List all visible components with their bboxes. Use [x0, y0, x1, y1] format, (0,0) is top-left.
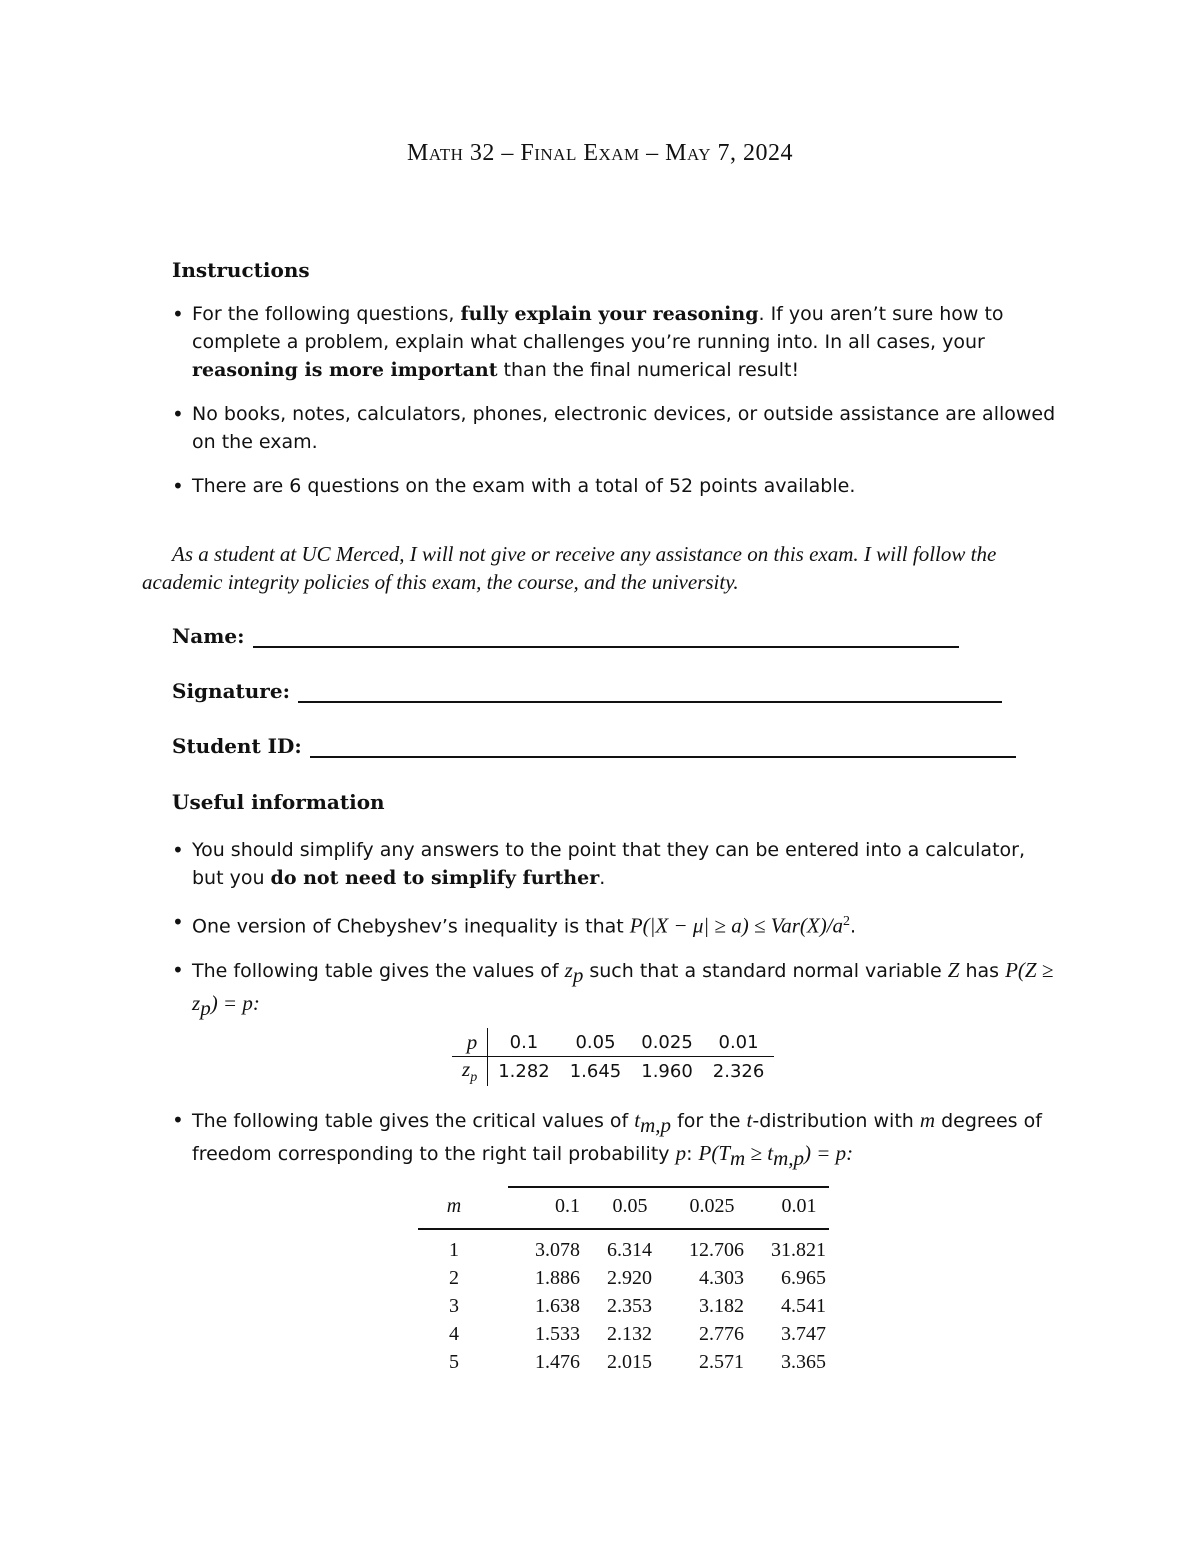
z-table-cell: 2.326: [712, 1061, 765, 1083]
math-var: p: [675, 1140, 687, 1165]
math-var: t: [634, 1108, 641, 1132]
t-table-cell: 2.015: [607, 1350, 652, 1373]
text: degrees of freedom corresponding to the right tail probability: [192, 1110, 1042, 1165]
t-table-cell: 4.541: [781, 1294, 826, 1317]
t-table-cell: 1.638: [535, 1294, 580, 1317]
z-table-cell: 1.282: [498, 1061, 550, 1083]
list-item: [172, 1106, 1062, 1172]
student-id-field-row: [172, 734, 1016, 758]
instructions-heading: Instructions: [172, 258, 310, 282]
t-table: [418, 1236, 832, 1376]
t-table-row: [418, 1292, 832, 1320]
t-table-cell: 4.303: [699, 1266, 744, 1289]
bold-text: reasoning is more important: [192, 359, 498, 381]
math-sub: p: [572, 963, 584, 988]
math-var: t: [746, 1108, 753, 1132]
text: such that a standard normal variable: [583, 960, 948, 983]
signature-field[interactable]: [298, 681, 1002, 703]
t-table-header-cell: 0.1: [555, 1194, 580, 1217]
t-table-cell: 2.920: [607, 1266, 652, 1289]
math-expr: P(T: [698, 1140, 731, 1165]
t-table-cell: 2.132: [607, 1322, 652, 1345]
text: :: [686, 1142, 699, 1165]
t-table-cell: 6.965: [781, 1266, 826, 1289]
signature-label: Signature:: [172, 679, 290, 703]
t-table-header-cell: 0.025: [689, 1194, 735, 1217]
z-table-z-label: [452, 1057, 488, 1087]
z-table-cell: 1.645: [569, 1061, 622, 1083]
t-table-m-cell: 3: [449, 1294, 459, 1317]
t-table-cell: 1.533: [535, 1322, 580, 1345]
list-item: [172, 472, 1062, 500]
text: for the: [671, 1110, 747, 1132]
list-item: [172, 956, 1062, 1022]
t-table-cell: 31.821: [771, 1238, 826, 1261]
t-table-cell: 3.182: [699, 1294, 744, 1317]
math-var: z: [462, 1057, 471, 1081]
chebyshev-formula: P(|X − μ| ≥ a) ≤ Var(X)/a: [629, 913, 844, 938]
bold-text: do not need to simplify further: [270, 867, 600, 889]
math-sub: p: [200, 995, 211, 1020]
name-field-row: [172, 624, 959, 648]
t-table-cell: 1.886: [535, 1266, 580, 1289]
z-table: [452, 1028, 774, 1086]
signature-field-row: [172, 679, 1002, 703]
t-table-header-cell: 0.05: [612, 1194, 648, 1217]
text: . If you aren’t sure how to complete a problem, explain what challenges you’re running into. In all cases, your: [192, 303, 1004, 353]
instructions-list: [172, 300, 1062, 516]
t-table-m-cell: 4: [449, 1322, 459, 1345]
list-item: [172, 300, 1062, 384]
z-table-cell: 0.1: [488, 1028, 560, 1057]
text: than the final numerical result!: [497, 359, 800, 381]
integrity-pledge: As a student at UC Merced, I will not give or receive any assistance on this exam. I will follow the academic integrity policies of this exam, the course, and the university.: [142, 542, 997, 594]
t-table-header-cell: 0.01: [781, 1194, 817, 1217]
text: There are 6 questions on the exam with a total of 52 points available.: [192, 475, 856, 497]
list-item: [172, 400, 1062, 456]
text: No books, notes, calculators, phones, electronic devices, or outside assistance are allowed on the exam.: [192, 403, 1056, 453]
t-table-cell: 2.353: [607, 1294, 652, 1317]
t-table-cell: 3.747: [781, 1322, 826, 1345]
name-label: Name:: [172, 624, 245, 648]
t-table-cell: 3.365: [781, 1350, 826, 1373]
text: For the following questions,: [192, 303, 461, 325]
text: .: [599, 867, 606, 889]
math-sub: p: [470, 1070, 478, 1086]
useful-info-heading: Useful information: [172, 790, 385, 814]
t-table-top-rule: [508, 1186, 829, 1188]
math-sub: m,p: [640, 1112, 672, 1137]
z-table-p-label: p: [452, 1028, 488, 1057]
math-expr: ) = p:: [210, 991, 260, 1016]
math-expr: P(Z ≥ z: [192, 958, 1054, 1016]
bold-text: fully explain your reasoning: [460, 303, 759, 325]
t-table-row: [418, 1264, 832, 1292]
z-table-cell: 0.05: [560, 1028, 632, 1057]
text: One version of Chebyshev’s inequality is that: [192, 915, 630, 938]
page-title: Math 32 – Final Exam – May 7, 2024: [406, 140, 793, 166]
text: .: [850, 915, 857, 938]
useful-list-b: [172, 1106, 1062, 1188]
name-field[interactable]: [253, 626, 959, 648]
text: has: [959, 960, 1006, 983]
t-table-cell: 3.078: [535, 1238, 580, 1261]
t-table-row: [418, 1320, 832, 1348]
t-table-m-cell: 5: [449, 1350, 459, 1373]
math-sub: m: [730, 1145, 746, 1170]
text: -distribution with: [752, 1110, 920, 1132]
z-table-cell: 0.025: [631, 1028, 703, 1057]
text: The following table gives the critical values of: [192, 1110, 635, 1132]
t-table-row: [418, 1236, 832, 1264]
t-table-header: [418, 1192, 840, 1220]
t-table-m-cell: 1: [449, 1238, 459, 1261]
z-table-cell: 0.01: [703, 1028, 775, 1057]
student-id-label: Student ID:: [172, 734, 302, 758]
text: You should simplify any answers to the point that they can be entered into a calculator, but you: [192, 839, 1026, 889]
t-table-row: [418, 1348, 832, 1376]
math-expr: ≥ t: [745, 1140, 774, 1165]
t-table-cell: 2.776: [699, 1322, 744, 1345]
t-table-m-label: m: [446, 1194, 462, 1217]
math-expr: ) = p:: [803, 1140, 854, 1165]
math-var: Z: [947, 958, 960, 983]
z-table-row-p: [452, 1028, 774, 1057]
math-sub: m,p: [773, 1145, 804, 1170]
useful-list-a: [172, 836, 1062, 1038]
t-table-header-row: [418, 1192, 840, 1220]
z-table-row-z: [452, 1057, 774, 1087]
t-table-cell: 12.706: [689, 1238, 744, 1261]
t-table-m-cell: 2: [449, 1266, 459, 1289]
text: The following table gives the values of: [192, 960, 565, 983]
t-table-cell: 2.571: [699, 1350, 744, 1373]
list-item: [172, 908, 1062, 940]
list-item: [172, 836, 1062, 892]
student-id-field[interactable]: [310, 736, 1016, 758]
math-var: z: [564, 958, 573, 983]
z-table-cell: 1.960: [641, 1061, 693, 1083]
t-table-mid-rule: [418, 1228, 829, 1230]
t-table-cell: 1.476: [535, 1350, 580, 1373]
math-var: m: [919, 1108, 936, 1132]
exponent: 2: [843, 914, 851, 929]
t-table-cell: 6.314: [607, 1238, 652, 1261]
